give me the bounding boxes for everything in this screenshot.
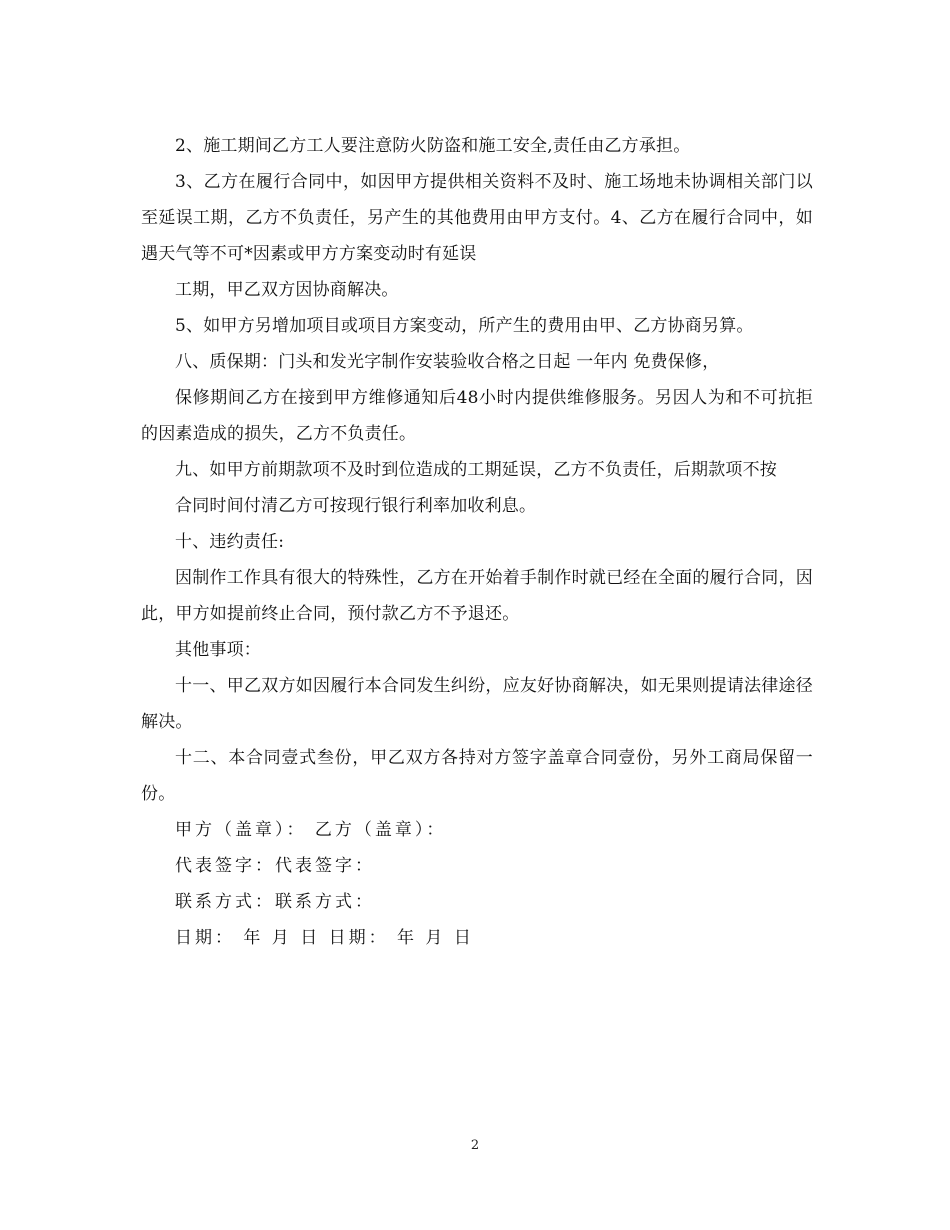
paragraph-copies: 十二、本合同壹式叁份，甲乙双方各持对方签字盖章合同壹份，另外工商局保留一份。 [141,748,813,804]
signature-date-line: 日期： 年 月 日 日期： 年 月 日 [175,928,474,948]
signature-representative-line: 代表签字：代表签字： [175,856,375,876]
paragraph-breach-terms: 因制作工作具有很大的特殊性，乙方在开始着手制作时就已经在全面的履行合同，因此，甲方如提前终止合同，预付款乙方不予退还。 [141,568,813,624]
paragraph-clause-2: 2、施工期间乙方工人要注意防火防盗和施工安全,责任由乙方承担。 [175,136,691,156]
paragraph-clause-3-4: 3、乙方在履行合同中，如因甲方提供相关资料不及时、施工场地未协调相关部门以至延误工期，乙方不负责任，另产生的其他费用由甲方支付。4、乙方在履行合同中，如遇天气等不可*因素或甲方方案变动时有延误 [141,172,813,264]
paragraph-breach-heading: 十、违约责任: [175,532,285,552]
paragraph-clause-4-continued: 工期，甲乙双方因协商解决。 [175,280,399,300]
document-body [141,128,813,956]
paragraph-clause-5: 5、如甲方另增加项目或项目方案变动，所产生的费用由甲、乙方协商另算。 [175,316,754,336]
signature-contact-line: 联系方式：联系方式： [175,892,375,912]
paragraph-warranty-service: 保修期间乙方在接到甲方维修通知后48小时内提供维修服务。另因人为和不可抗拒的因素造成的损失，乙方不负责任。 [141,388,813,444]
paragraph-payment-interest: 合同时间付清乙方可按现行银行利率加收利息。 [175,496,537,516]
paragraph-other-matters-heading: 其他事项： [175,640,261,660]
page-number: 2 [470,1138,480,1153]
signature-seal-line: 甲方（盖章）： 乙方（盖章）： [175,820,447,840]
paragraph-dispute-resolution: 十一、甲乙双方如因履行本合同发生纠纷，应友好协商解决，如无果则提请法律途径解决。 [141,676,813,732]
paragraph-payment-delay: 九、如甲方前期款项不及时到位造成的工期延误，乙方不负责任，后期款项不按 [175,460,777,480]
paragraph-warranty-period: 八、质保期：门头和发光字制作安装验收合格之日起 一年内 免费保修， [175,352,720,372]
